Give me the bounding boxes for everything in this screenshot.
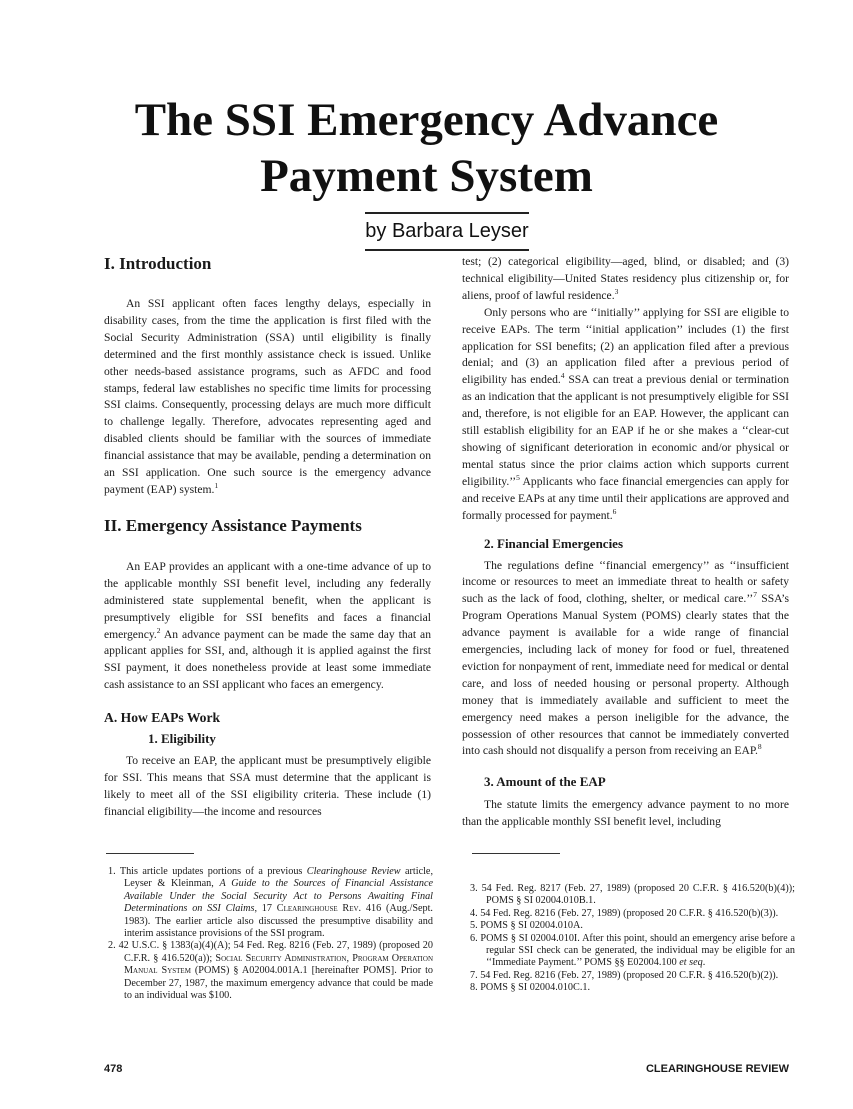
byline: by Barbara Leyser bbox=[365, 212, 529, 251]
right-column bbox=[462, 254, 789, 831]
footnote-ref-4[interactable]: 4 bbox=[560, 371, 565, 381]
footnote-8: 8. POMS § SI 02004.010C.1. bbox=[470, 982, 591, 994]
footnote-4: 4. 54 Fed. Reg. 8216 (Feb. 27, 1989) (proposed 20 C.F.R. § 416.520(b)(3)). bbox=[470, 907, 779, 919]
footnote-rule-left bbox=[106, 853, 194, 854]
title-line-2: Payment System bbox=[260, 150, 593, 202]
eap-paragraph: An EAP provides an applicant with a one-time advance of up to the applicable monthly SSI benefit level, including any federally administered state supplemental benefit, when the applicant is presumptively eligible for SSI benefits and faces a financial emergency.$^2$ An advance payment can be made the same day that an applicant applies for SSI, and, although it is applied against the first SSI payment, it does nonetheless provide at least some immediate cash assistance to an SSI applicant who faces an emergency. bbox=[104, 559, 431, 692]
eligibility-paragraph: To receive an EAP, the applicant must be presumptively eligible for SSI. This means that SSA must determine that the applicant is likely to meet all of the SSI eligibility criteria. These include (1) financial eligibility—the income and resources bbox=[104, 754, 431, 818]
footnote-5: 5. POMS § SI 02004.010A. bbox=[470, 920, 583, 932]
footnote-7: 7. 54 Fed. Reg. 8216 (Feb. 27, 1989) (proposed 20 C.F.R. § 416.520(b)(2)). bbox=[470, 969, 779, 981]
amount-paragraph: The statute limits the emergency advance payment to no more than the applicable monthly SSI benefit level, including bbox=[462, 798, 789, 829]
footnote-2: 2. 42 U.S.C. § 1383(a)(4)(A); 54 Fed. Reg. 8216 (Feb. 27, 1989) (proposed 20 C.F.R. § 416.520(a)); Social Security Administration, Program Operation Manual System (POMS) § A02004.001A.1 [hereinafter POMS]. Prior to December 27, 1987, the maximum emergency advance that could be made to an individual was $100. bbox=[108, 940, 433, 1002]
subheading-eligibility: 1. Eligibility bbox=[148, 731, 216, 747]
continued-paragraph: test; (2) categorical eligibility—aged, blind, or disabled; and (3) technical eligibility—United States residency plus citizenship or, for aliens, proof of lawful residence.$^3$ bbox=[462, 255, 789, 302]
footnotes-right bbox=[470, 883, 795, 995]
footnote-ref-7[interactable]: 7 bbox=[753, 590, 757, 600]
footnote-ref-8[interactable]: 8 bbox=[757, 742, 762, 752]
footnote-ref-6[interactable]: 6 bbox=[612, 506, 617, 516]
financial-emergencies-paragraph: The regulations define ‘‘financial emergency’’ as ‘‘insufficient income or resources to meet an immediate threat to health or safety such as the lack of food, clothing, shelter, or medical care.’’$^7$ SSA’s Program Operations Manual System (POMS) clearly states that the advance payment is available for a wide range of financial emergencies, including lack of money for food or fuel, threatened eviction for nonpayment of rent, immediate need for medical or dental care, and loss of needed housing or personal property. Although money that is immediately available and sufficient to meet the emergency need makes a person ineligible for the advance, the possession of other resources that cannot be immediately converted into cash should not disqualify a person from receiving an EAP.$^8$ bbox=[462, 558, 789, 758]
footnote-1: 1. This article updates portions of a previous Clearinghouse Review article, Leyser & Kleinman, A Guide to the Sources of Financial Assistance Available Under the Social Security Act to Persons Awaiting Final Determinations on SSI Claims, 17 Clearinghouse Rev. 416 (Aug./Sept. 1983). The earlier article also discussed the presumptive disability and interim assistance provisions of the SSI program. bbox=[108, 866, 434, 940]
section-heading-introduction: I. Introduction bbox=[104, 254, 212, 273]
initial-application-paragraph: Only persons who are ‘‘initially’’ applying for SSI are eligible to receive EAPs. The term ‘‘initial application’’ includes (1) the first application for SSI benefits; (2) an application filed after a previous denial; and (3) an application filed after a previous period of eligibility has ended.$^4$ SSA can treat a previous denial or termination as an indication that the applicant is not presumptively eligible for SSI and, therefore, is not eligible for an EAP. However, the applicant can still establish eligibility for an EAP if he or she makes a ‘‘clear-cut showing of significant deterioration in economic and/or physical or mental status since the prior claims action which supports current eligibility.’’$^5$ Applicants who face financial emergencies can apply for and receive EAPs at any time until their applications are approved and formally processed for payment.$^6$ bbox=[462, 305, 789, 522]
footnotes-left bbox=[108, 866, 433, 1002]
footnote-6: 6. POMS § SI 02004.010I. After this point, should an emergency arise before a regular SSI check can be generated, the individual may be eligible for an ‘‘Immediate Payment.’’ POMS §§ E02004.100 et seq. bbox=[470, 932, 795, 969]
running-footer-journal: CLEARINGHOUSE REVIEW bbox=[645, 1063, 789, 1075]
footnote-ref-5[interactable]: 5 bbox=[516, 472, 520, 482]
article-title bbox=[0, 92, 853, 204]
footnote-3: 3. 54 Fed. Reg. 8217 (Feb. 27, 1989) (proposed 20 C.F.R. § 416.520(b)(4)); POMS § SI 02004.010B.1. bbox=[470, 883, 795, 907]
section-heading-emergency-assistance: II. Emergency Assistance Payments bbox=[104, 515, 362, 535]
subsection-heading-how-eaps-work: A. How EAPs Work bbox=[104, 710, 221, 726]
subheading-financial-emergencies: 2. Financial Emergencies bbox=[484, 535, 624, 551]
footnote-rule-right bbox=[472, 853, 560, 854]
page-number: 478 bbox=[104, 1063, 123, 1075]
left-column bbox=[104, 254, 431, 821]
subheading-amount-of-eap: 3. Amount of the EAP bbox=[484, 774, 606, 790]
footnote-ref-3[interactable]: 3 bbox=[614, 286, 619, 296]
intro-paragraph: An SSI applicant often faces lengthy delays, especially in disability cases, from the time the application is first filed with the Social Security Administration (SSA) until eligibility is finally determined and the first monthly assistance check is issued. Unlike other needs-based assistance programs, such as AFDC and food stamps, federal law establishes no specific time limits for processing SSI claims. Consequently, processing delays are much more difficult to challenge legally. Therefore, advocates representing aged and disabled clients should be familiar with the sources of immediate financial assistance that may be available, pending a determination on an SSI application. One such source is the emergency advance payment (EAP) system.$^1$ bbox=[104, 297, 431, 496]
footnote-ref-2[interactable]: 2 bbox=[156, 625, 161, 635]
footnote-ref-1[interactable]: 1 bbox=[214, 480, 219, 490]
title-line-1: The SSI Emergency Advance bbox=[134, 94, 719, 146]
